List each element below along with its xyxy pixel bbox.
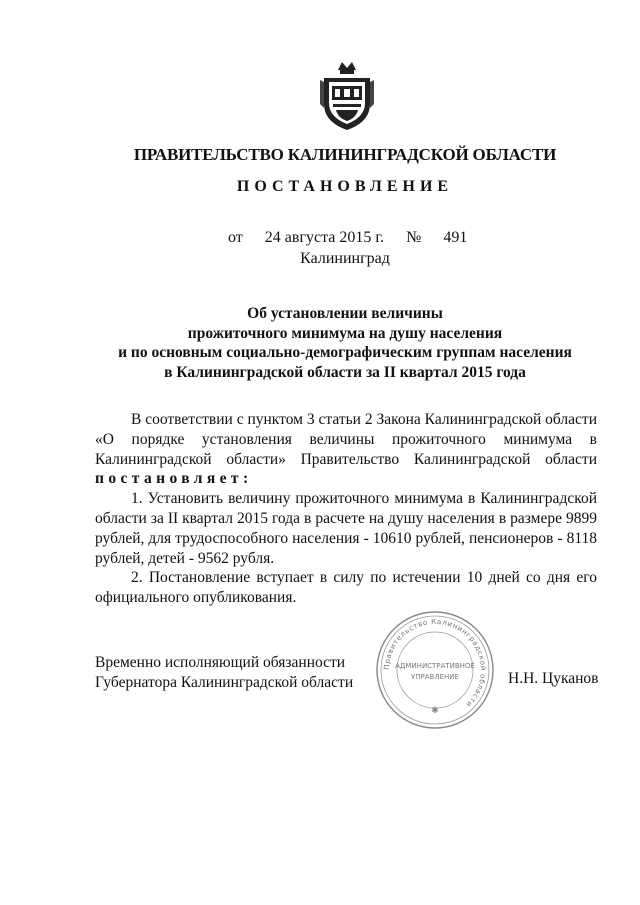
subject-line: и по основным социально-демографическим группам населения xyxy=(118,344,572,361)
subject-line: прожиточного минимума на душу населения xyxy=(187,324,503,342)
position-line: Губернатора Калининградской области xyxy=(95,674,354,691)
signatory-position xyxy=(95,653,353,693)
subject-line: в Калининградской области за II квартал 2015 года xyxy=(164,363,526,381)
decree-item-1: 1. Установить величину прожиточного минимума в Калининградской области за II квартал 2015 года в расчете на душу населения в размере 9899 рублей, для трудоспособного населения - 10610 рублей, пенсионеров - 8118 рублей, детей - 9562 рубля. xyxy=(95,490,597,567)
preamble-line: «О порядке установления величины прожиточного минимума в xyxy=(95,430,597,448)
seal-ring-text: Правительство Калининградской области xyxy=(381,616,489,710)
preamble-line: Калининградской области» Правительство Калининградской области xyxy=(95,450,597,468)
preamble-line: В соответствии с пунктом 3 статьи 2 Закона Калининградской области xyxy=(131,411,597,428)
position-line: Временно исполняющий обязанности xyxy=(95,654,346,671)
seal-center-line: УПРАВЛЕНИЕ xyxy=(411,673,459,681)
official-seal xyxy=(370,608,500,733)
issuing-authority: ПРАВИТЕЛЬСТВО КАЛИНИНГРАДСКОЙ ОБЛАСТИ xyxy=(133,145,557,164)
number-sign: № xyxy=(406,229,422,246)
document-number: 491 xyxy=(443,229,468,246)
date-prefix: от xyxy=(228,229,243,246)
document-body xyxy=(95,410,597,608)
decree-item-2: 2. Постановление вступает в силу по истечении 10 дней со дня его официального опубликования. xyxy=(95,569,597,607)
seal-center-line: АДМИНИСТРАТИВНОЕ xyxy=(395,662,475,670)
date-number-line xyxy=(228,229,467,247)
document-type: ПОСТАНОВЛЕНИЕ xyxy=(236,178,454,195)
subject-line: Об установлении величины xyxy=(247,305,443,322)
coat-of-arms-icon xyxy=(318,60,376,132)
city: Калининград xyxy=(300,250,390,267)
document-subject xyxy=(0,304,640,382)
document-date: 24 августа 2015 г. xyxy=(264,229,385,246)
decree-word: постановляет: xyxy=(95,470,253,488)
seal-star-icon: ✱ xyxy=(431,705,439,715)
signatory-name: Н.Н. Цуканов xyxy=(508,670,599,687)
